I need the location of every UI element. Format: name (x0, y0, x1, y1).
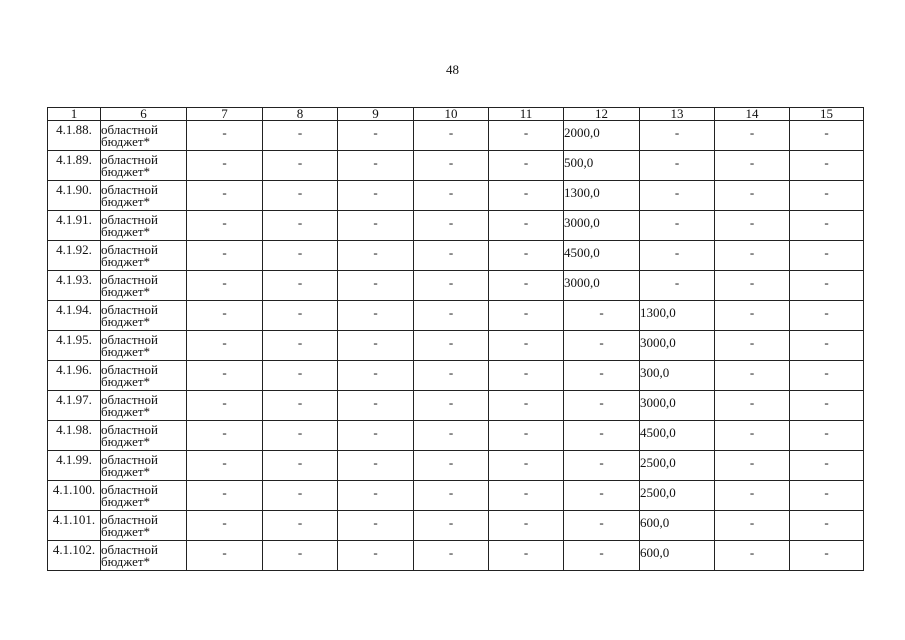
table-row (48, 211, 864, 241)
table-row (48, 271, 864, 301)
row-code: 4.1.100. (48, 481, 101, 511)
amount-cell: - (263, 211, 338, 241)
amount-cell: - (790, 511, 864, 541)
funding-source-line2: бюджет* (101, 284, 151, 299)
funding-source-line1: областной (101, 302, 158, 317)
funding-source-line2: бюджет* (101, 494, 151, 509)
funding-source-line1: областной (101, 272, 158, 287)
amount-cell: - (715, 481, 790, 511)
amount-cell: - (489, 181, 564, 211)
amount-cell: - (414, 211, 489, 241)
amount-cell: 2500,0 (640, 481, 715, 511)
amount-cell: - (263, 331, 338, 361)
amount-cell: 2000,0 (564, 121, 640, 151)
amount-cell: - (564, 391, 640, 421)
amount-cell: - (338, 301, 414, 331)
column-header: 13 (640, 108, 715, 121)
amount-cell: - (790, 421, 864, 451)
amount-cell: 1300,0 (564, 181, 640, 211)
funding-source (101, 481, 187, 511)
amount-cell: - (564, 541, 640, 571)
amount-cell: - (489, 361, 564, 391)
amount-cell: - (338, 421, 414, 451)
amount-cell: - (414, 361, 489, 391)
amount-cell: - (790, 121, 864, 151)
table-row (48, 541, 864, 571)
amount-cell: - (564, 331, 640, 361)
amount-cell: - (414, 331, 489, 361)
funding-source-line1: областной (101, 452, 158, 467)
amount-cell: - (187, 181, 263, 211)
amount-cell: - (338, 361, 414, 391)
amount-cell: 1300,0 (640, 301, 715, 331)
row-code: 4.1.101. (48, 511, 101, 541)
column-header: 6 (101, 108, 187, 121)
header-row (48, 108, 864, 121)
amount-cell: - (640, 181, 715, 211)
amount-cell: - (564, 511, 640, 541)
funding-source-line2: бюджет* (101, 404, 151, 419)
funding-source-line2: бюджет* (101, 434, 151, 449)
amount-cell: - (338, 121, 414, 151)
amount-cell: - (790, 391, 864, 421)
amount-cell: - (414, 121, 489, 151)
table-row (48, 331, 864, 361)
amount-cell: - (338, 181, 414, 211)
amount-cell: - (263, 271, 338, 301)
amount-cell: - (263, 391, 338, 421)
amount-cell: - (414, 511, 489, 541)
amount-cell: - (414, 451, 489, 481)
column-header: 15 (790, 108, 864, 121)
funding-source (101, 151, 187, 181)
amount-cell: 3000,0 (640, 391, 715, 421)
amount-cell: - (489, 421, 564, 451)
funding-source-line2: бюджет* (101, 524, 151, 539)
table-row (48, 451, 864, 481)
amount-cell: - (715, 361, 790, 391)
amount-cell: - (338, 511, 414, 541)
amount-cell: - (414, 301, 489, 331)
funding-source (101, 121, 187, 151)
amount-cell: 500,0 (564, 151, 640, 181)
funding-source (101, 511, 187, 541)
funding-source-line2: бюджет* (101, 464, 151, 479)
row-code: 4.1.96. (48, 361, 101, 391)
amount-cell: - (640, 241, 715, 271)
funding-source (101, 331, 187, 361)
column-header: 14 (715, 108, 790, 121)
funding-source (101, 271, 187, 301)
amount-cell: - (263, 421, 338, 451)
amount-cell: 2500,0 (640, 451, 715, 481)
amount-cell: - (338, 391, 414, 421)
amount-cell: - (338, 211, 414, 241)
amount-cell: 600,0 (640, 511, 715, 541)
amount-cell: 600,0 (640, 541, 715, 571)
amount-cell: - (263, 511, 338, 541)
row-code: 4.1.89. (48, 151, 101, 181)
amount-cell: - (790, 151, 864, 181)
amount-cell: - (414, 241, 489, 271)
amount-cell: - (790, 451, 864, 481)
amount-cell: - (187, 511, 263, 541)
table-row (48, 511, 864, 541)
funding-source (101, 181, 187, 211)
funding-source-line1: областной (101, 212, 158, 227)
funding-source (101, 541, 187, 571)
amount-cell: - (187, 211, 263, 241)
amount-cell: - (790, 241, 864, 271)
table-row (48, 421, 864, 451)
page-number: 48 (446, 62, 459, 77)
column-header: 11 (489, 108, 564, 121)
amount-cell: - (715, 331, 790, 361)
amount-cell: - (790, 271, 864, 301)
amount-cell: - (489, 151, 564, 181)
funding-source (101, 241, 187, 271)
amount-cell: - (489, 481, 564, 511)
funding-source-line1: областной (101, 122, 158, 137)
row-code: 4.1.91. (48, 211, 101, 241)
amount-cell: - (489, 451, 564, 481)
amount-cell: - (263, 301, 338, 331)
amount-cell: - (790, 301, 864, 331)
amount-cell: - (489, 211, 564, 241)
row-code: 4.1.94. (48, 301, 101, 331)
amount-cell: - (263, 181, 338, 211)
amount-cell: - (489, 391, 564, 421)
budget-table (47, 107, 864, 571)
amount-cell: 4500,0 (640, 421, 715, 451)
funding-source-line2: бюджет* (101, 314, 151, 329)
amount-cell: - (263, 451, 338, 481)
amount-cell: 3000,0 (640, 331, 715, 361)
row-code: 4.1.98. (48, 421, 101, 451)
amount-cell: - (790, 541, 864, 571)
amount-cell: - (489, 301, 564, 331)
row-code: 4.1.93. (48, 271, 101, 301)
amount-cell: - (187, 271, 263, 301)
amount-cell: - (640, 151, 715, 181)
column-header: 12 (564, 108, 640, 121)
funding-source (101, 391, 187, 421)
amount-cell: - (338, 481, 414, 511)
amount-cell: - (187, 301, 263, 331)
amount-cell: - (263, 241, 338, 271)
amount-cell: - (640, 271, 715, 301)
amount-cell: - (715, 301, 790, 331)
funding-source-line2: бюджет* (101, 164, 151, 179)
amount-cell: - (715, 511, 790, 541)
funding-source-line2: бюджет* (101, 134, 151, 149)
funding-source-line2: бюджет* (101, 374, 151, 389)
amount-cell: - (338, 241, 414, 271)
amount-cell: - (263, 361, 338, 391)
amount-cell: - (263, 541, 338, 571)
column-header: 1 (48, 108, 101, 121)
amount-cell: - (715, 451, 790, 481)
column-header: 8 (263, 108, 338, 121)
amount-cell: - (489, 541, 564, 571)
amount-cell: - (414, 151, 489, 181)
funding-source-line1: областной (101, 242, 158, 257)
amount-cell: 300,0 (640, 361, 715, 391)
amount-cell: - (715, 211, 790, 241)
amount-cell: - (187, 361, 263, 391)
funding-source (101, 301, 187, 331)
amount-cell: - (564, 481, 640, 511)
amount-cell: - (715, 541, 790, 571)
table-row (48, 121, 864, 151)
amount-cell: 3000,0 (564, 211, 640, 241)
funding-source-line1: областной (101, 542, 158, 557)
amount-cell: - (790, 361, 864, 391)
column-header: 9 (338, 108, 414, 121)
amount-cell: - (715, 121, 790, 151)
amount-cell: - (187, 421, 263, 451)
funding-source-line1: областной (101, 362, 158, 377)
funding-source-line1: областной (101, 182, 158, 197)
amount-cell: 4500,0 (564, 241, 640, 271)
row-code: 4.1.99. (48, 451, 101, 481)
amount-cell: - (263, 481, 338, 511)
table-row (48, 181, 864, 211)
funding-source-line1: областной (101, 482, 158, 497)
funding-source-line1: областной (101, 422, 158, 437)
amount-cell: - (338, 541, 414, 571)
amount-cell: - (414, 391, 489, 421)
amount-cell: - (414, 481, 489, 511)
amount-cell: - (715, 151, 790, 181)
row-code: 4.1.102. (48, 541, 101, 571)
amount-cell: - (489, 331, 564, 361)
amount-cell: - (715, 271, 790, 301)
row-code: 4.1.92. (48, 241, 101, 271)
amount-cell: - (187, 541, 263, 571)
funding-source-line1: областной (101, 392, 158, 407)
amount-cell: - (564, 301, 640, 331)
amount-cell: - (564, 361, 640, 391)
table-row (48, 151, 864, 181)
amount-cell: - (489, 511, 564, 541)
row-code: 4.1.97. (48, 391, 101, 421)
amount-cell: - (338, 271, 414, 301)
funding-source-line2: бюджет* (101, 254, 151, 269)
funding-source-line1: областной (101, 512, 158, 527)
amount-cell: - (414, 421, 489, 451)
table-row (48, 391, 864, 421)
table-row (48, 481, 864, 511)
amount-cell: - (564, 421, 640, 451)
funding-source-line2: бюджет* (101, 224, 151, 239)
amount-cell: - (715, 421, 790, 451)
table-body (48, 121, 864, 571)
amount-cell: - (338, 331, 414, 361)
amount-cell: - (263, 151, 338, 181)
amount-cell: - (489, 241, 564, 271)
amount-cell: - (790, 211, 864, 241)
amount-cell: - (715, 181, 790, 211)
amount-cell: - (263, 121, 338, 151)
amount-cell: - (414, 181, 489, 211)
column-header: 10 (414, 108, 489, 121)
funding-source-line2: бюджет* (101, 194, 151, 209)
table-row (48, 361, 864, 391)
amount-cell: - (338, 151, 414, 181)
amount-cell: - (187, 241, 263, 271)
funding-source-line2: бюджет* (101, 344, 151, 359)
amount-cell: - (715, 241, 790, 271)
amount-cell: - (187, 331, 263, 361)
funding-source-line1: областной (101, 152, 158, 167)
table-row (48, 301, 864, 331)
funding-source (101, 421, 187, 451)
amount-cell: - (187, 451, 263, 481)
row-code: 4.1.88. (48, 121, 101, 151)
table-row (48, 241, 864, 271)
amount-cell: - (489, 271, 564, 301)
amount-cell: - (414, 271, 489, 301)
row-code: 4.1.95. (48, 331, 101, 361)
column-header: 7 (187, 108, 263, 121)
amount-cell: - (187, 121, 263, 151)
amount-cell: - (414, 541, 489, 571)
funding-source (101, 451, 187, 481)
amount-cell: - (790, 331, 864, 361)
amount-cell: - (187, 391, 263, 421)
amount-cell: - (187, 151, 263, 181)
amount-cell: - (790, 181, 864, 211)
row-code: 4.1.90. (48, 181, 101, 211)
amount-cell: - (640, 121, 715, 151)
amount-cell: - (187, 481, 263, 511)
amount-cell: 3000,0 (564, 271, 640, 301)
amount-cell: - (640, 211, 715, 241)
amount-cell: - (489, 121, 564, 151)
funding-source (101, 211, 187, 241)
amount-cell: - (715, 391, 790, 421)
amount-cell: - (564, 451, 640, 481)
funding-source-line2: бюджет* (101, 554, 151, 569)
amount-cell: - (790, 481, 864, 511)
amount-cell: - (338, 451, 414, 481)
funding-source-line1: областной (101, 332, 158, 347)
funding-source (101, 361, 187, 391)
